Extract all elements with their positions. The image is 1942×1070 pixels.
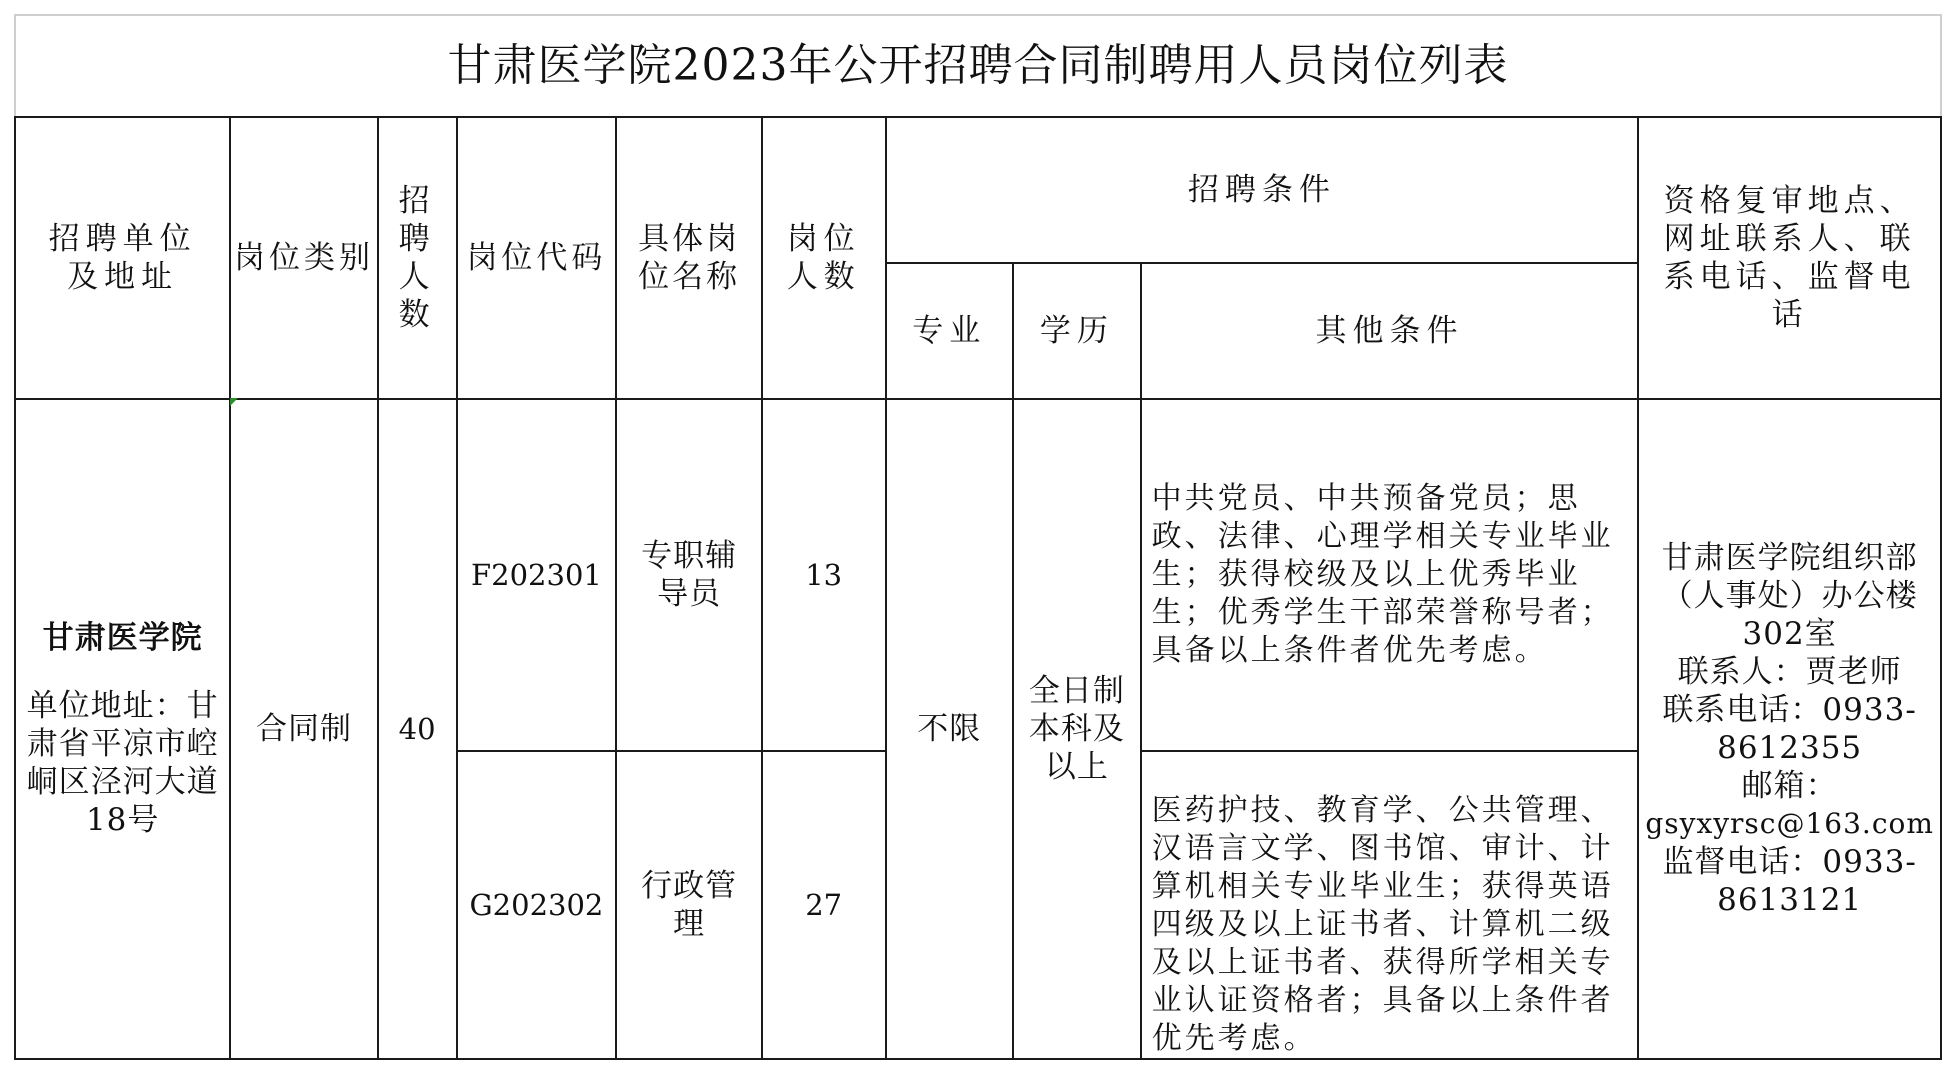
review-supervise-phone: 监督电话：0933-8613121	[1662, 844, 1917, 918]
header-unit[interactable]: 招聘单位及地址	[15, 117, 230, 399]
header-post-code[interactable]: 岗位代码	[457, 117, 617, 399]
review-email: gsyxyrsc@163.com	[1645, 807, 1934, 840]
position-table	[14, 14, 1942, 1060]
post-code-cell[interactable]: G202302	[457, 751, 617, 1059]
recruit-count-cell[interactable]: 40	[378, 399, 457, 1059]
unit-address: 单位地址：甘肃省平凉市崆峒区泾河大道18号	[26, 688, 219, 838]
major-cell[interactable]: 不限	[886, 399, 1013, 1059]
header-row-1	[15, 117, 1941, 263]
table-row	[15, 399, 1941, 751]
header-education[interactable]: 学历	[1013, 263, 1141, 399]
post-code-cell[interactable]: F202301	[457, 399, 617, 751]
header-post-count[interactable]: 岗位人数	[762, 117, 886, 399]
post-name-cell[interactable]: 专职辅导员	[616, 399, 761, 751]
unit-name: 甘肃医学院	[42, 620, 203, 656]
review-email-label: 邮箱：	[1741, 768, 1838, 804]
review-phone: 联系电话：0933-8612355	[1662, 692, 1917, 766]
review-place: 甘肃医学院组织部（人事处）办公楼302室	[1661, 540, 1918, 652]
header-category[interactable]: 岗位类别	[230, 117, 377, 399]
review-cell[interactable]	[1638, 399, 1941, 1059]
header-recruit-count[interactable]: 招聘人数	[378, 117, 457, 399]
review-contact: 联系人：贾老师	[1677, 654, 1902, 690]
other-conditions-cell[interactable]: 医药护技、教育学、公共管理、汉语言文学、图书馆、审计、计算机相关专业毕业生；获得英语四级及以上证书者、计算机二级及以上证书者、获得所学相关专业认证资格者；具备以上条件者优先考虑。	[1141, 751, 1639, 1059]
unit-cell[interactable]	[15, 399, 230, 1059]
title-row	[15, 15, 1941, 117]
header-conditions[interactable]: 招聘条件	[886, 117, 1639, 263]
post-count-cell[interactable]: 27	[762, 751, 886, 1059]
post-count-cell[interactable]: 13	[762, 399, 886, 751]
header-post-name[interactable]: 具体岗位名称	[616, 117, 761, 399]
header-review[interactable]: 资格复审地点、网址联系人、联系电话、监督电话	[1638, 117, 1941, 399]
header-other[interactable]: 其他条件	[1141, 263, 1639, 399]
cell-comment-indicator	[230, 398, 238, 406]
table-title: 甘肃医学院2023年公开招聘合同制聘用人员岗位列表	[15, 15, 1941, 117]
category-cell[interactable]: 合同制	[230, 399, 377, 1059]
education-cell[interactable]: 全日制本科及以上	[1013, 399, 1141, 1059]
post-name-cell[interactable]: 行政管理	[616, 751, 761, 1059]
other-conditions-cell[interactable]: 中共党员、中共预备党员；思政、法律、心理学相关专业毕业生；获得校级及以上优秀毕业生；优秀学生干部荣誉称号者；具备以上条件者优先考虑。	[1141, 399, 1639, 751]
header-major[interactable]: 专业	[886, 263, 1013, 399]
